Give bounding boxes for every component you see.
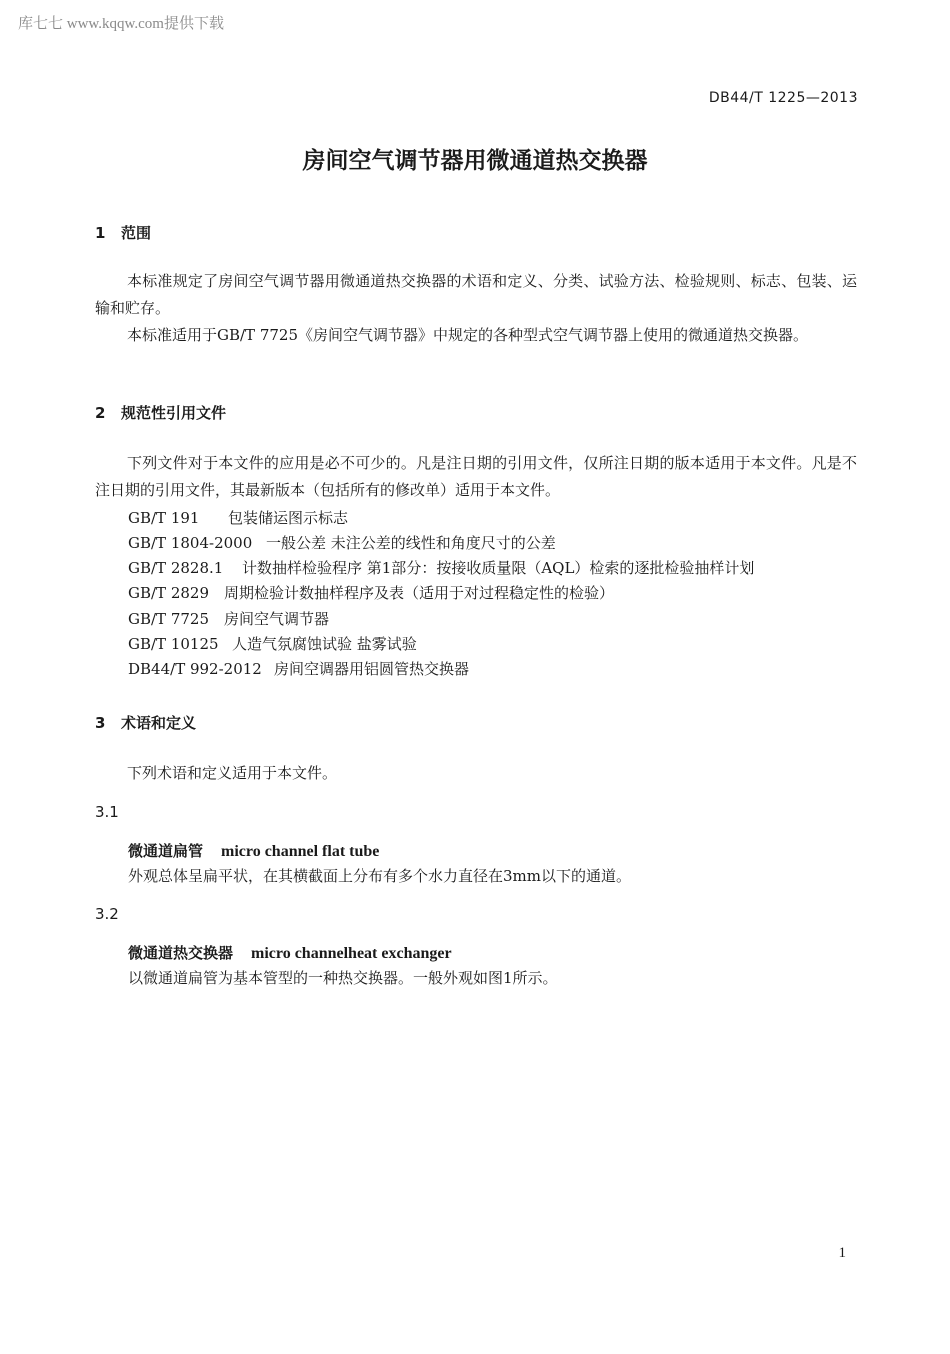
section-title: 规范性引用文件: [121, 404, 227, 422]
reference-item: [128, 608, 329, 629]
term-english: micro channel flat tube: [221, 843, 380, 860]
section-2-paragraph-1: 下列文件对于本文件的应用是必不可少的。凡是注日期的引用文件，仅所注日期的版本适用于本文件。凡是不注日期的引用文件，其最新版本（包括所有的修改单）适用于本文件。: [95, 454, 857, 499]
reference-title: 一般公差 未注公差的线性和角度尺寸的公差: [266, 534, 556, 552]
term-heading: [128, 840, 379, 861]
section-3-paragraph-1: 下列术语和定义适用于本文件。: [127, 764, 338, 782]
section-1-paragraph-2: 本标准适用于GB/T 7725《房间空气调节器》中规定的各种型式空气调节器上使用的微通道热交换器。: [127, 326, 809, 344]
term-english: micro channelheat exchanger: [251, 945, 452, 962]
section-title: 术语和定义: [121, 714, 197, 732]
term-heading: [128, 942, 452, 963]
reference-code: GB/T 2828.1: [128, 559, 224, 577]
term-definition: 以微通道扁管为基本管型的一种热交换器。一般外观如图1所示。: [128, 969, 558, 987]
document-title: 房间空气调节器用微通道热交换器: [302, 148, 648, 174]
reference-title: 人造气氛腐蚀试验 盐雾试验: [232, 635, 417, 653]
section-1-paragraph-1: 本标准规定了房间空气调节器用微通道热交换器的术语和定义、分类、试验方法、检验规则、标志、包装、运输和贮存。: [95, 272, 857, 317]
reference-code: GB/T 10125: [128, 635, 219, 653]
section-3-heading: [95, 712, 196, 733]
reference-code: GB/T 7725: [128, 610, 210, 628]
reference-code: GB/T 2829: [128, 584, 210, 602]
section-number: 1: [95, 224, 106, 242]
term-number: 3.1: [95, 803, 119, 821]
reference-title: 房间空调器用铝圆管热交换器: [274, 660, 470, 678]
reference-item: [128, 507, 348, 528]
section-title: 范围: [121, 224, 152, 242]
section-number: 2: [95, 404, 106, 422]
reference-item: [128, 633, 417, 654]
reference-code: GB/T 191: [128, 509, 200, 527]
reference-item: [128, 557, 754, 578]
term-chinese: 微通道热交换器: [128, 944, 234, 962]
reference-item: [128, 582, 614, 603]
watermark: 库七七 www.kqqw.com提供下载: [18, 16, 224, 32]
reference-title: 周期检验计数抽样程序及表（适用于对过程稳定性的检验）: [224, 584, 615, 602]
term-chinese: 微通道扁管: [128, 842, 204, 860]
reference-title: 房间空气调节器: [224, 610, 330, 628]
page-number: 1: [838, 1245, 846, 1261]
section-number: 3: [95, 714, 106, 732]
reference-item: [128, 532, 556, 553]
term-definition: 外观总体呈扁平状，在其横截面上分布有多个水力直径在3mm以下的通道。: [128, 867, 631, 885]
reference-title: 计数抽样检验程序 第1部分：按接收质量限（AQL）检索的逐批检验抽样计划: [242, 559, 755, 577]
reference-item: [128, 658, 469, 679]
term-number: 3.2: [95, 905, 119, 923]
section-2-heading: [95, 402, 226, 423]
reference-code: GB/T 1804-2000: [128, 534, 253, 552]
document-number: DB44/T 1225—2013: [708, 90, 858, 106]
reference-title: 包装储运图示标志: [228, 509, 349, 527]
reference-code: DB44/T 992-2012: [128, 660, 262, 678]
section-1-heading: [95, 222, 151, 243]
